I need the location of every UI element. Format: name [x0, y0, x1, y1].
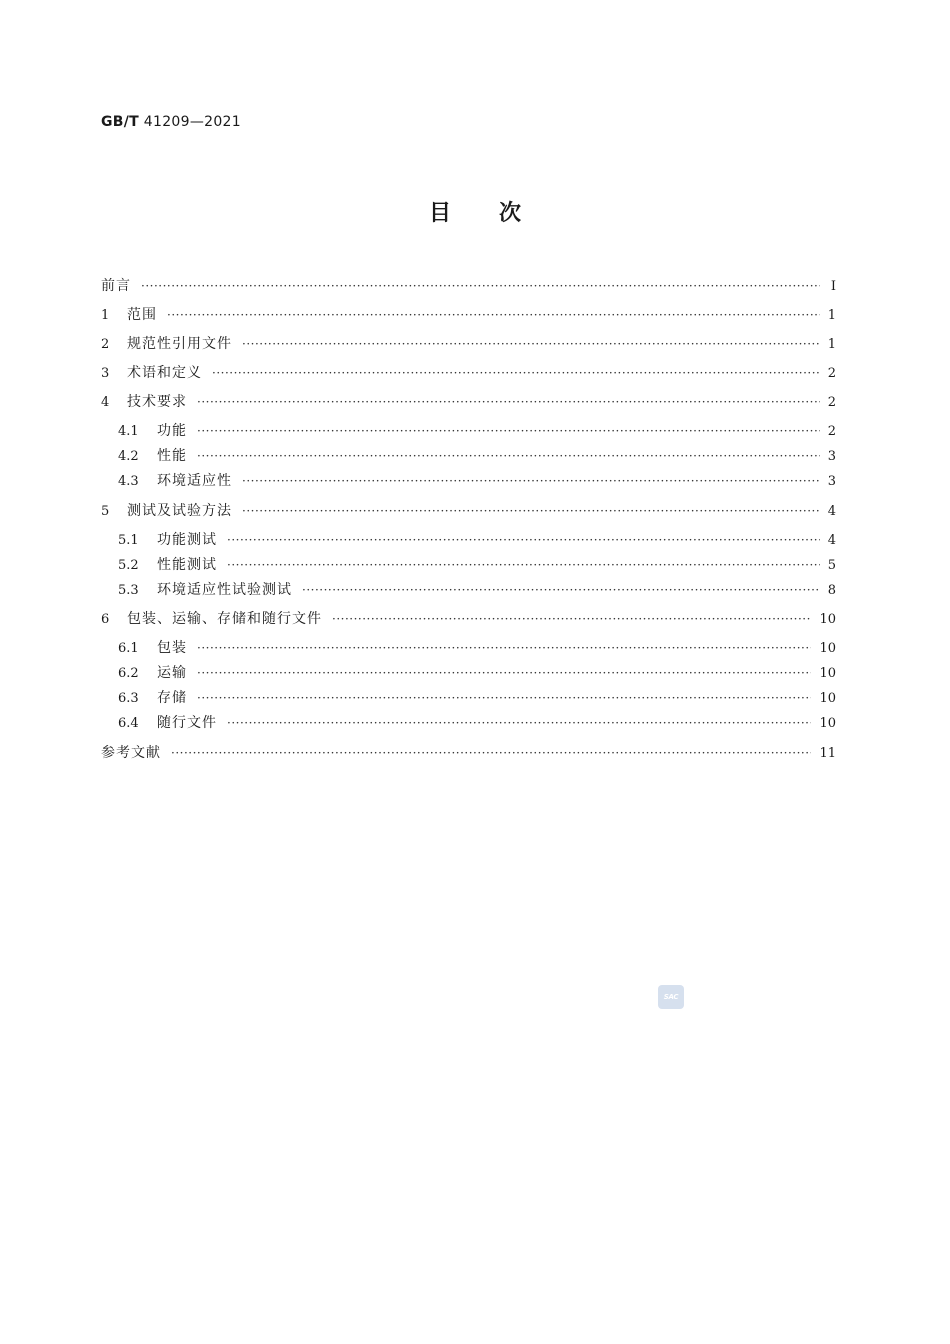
- toc-entry-3[interactable]: [101, 362, 836, 382]
- document-code-prefix: GB/T: [101, 114, 140, 130]
- toc-leader-dots: [227, 533, 820, 547]
- toc-leader-dots: [197, 666, 811, 680]
- toc-entry-title: 技术要求: [127, 394, 187, 410]
- toc-entry-number: 3: [101, 366, 110, 381]
- toc-entry-title: 性能: [157, 448, 187, 464]
- toc-entry-title: 范围: [127, 307, 157, 323]
- toc-entry-5-1[interactable]: [118, 529, 836, 549]
- toc-entry-title: 功能: [157, 423, 187, 439]
- toc-entry-number: 4: [101, 395, 110, 410]
- toc-entry-page: 10: [819, 716, 836, 731]
- toc-entry-page: 3: [827, 474, 836, 489]
- toc-entry-1[interactable]: [101, 304, 836, 324]
- toc-leader-dots: [171, 746, 811, 760]
- toc-leader-dots: [242, 504, 820, 518]
- toc-entry-title: 包装、运输、存储和随行文件: [127, 611, 322, 627]
- toc-entry-title: 性能测试: [157, 557, 217, 573]
- toc-entry-page: 10: [819, 612, 836, 627]
- toc-entry-title: 参考文献: [101, 745, 161, 761]
- toc-entry-number: 2: [101, 337, 110, 352]
- toc-entry-page: 11: [819, 746, 836, 761]
- toc-leader-dots: [227, 716, 811, 730]
- toc-entry-4[interactable]: [101, 391, 836, 411]
- toc-entry-title: 术语和定义: [127, 365, 202, 381]
- sac-watermark-logo: SAC: [658, 985, 684, 1009]
- toc-entry-number: 4.1: [118, 424, 139, 439]
- toc-entry-number: 6.2: [118, 666, 139, 681]
- toc-entry-page: 8: [827, 583, 836, 598]
- toc-entry-page: 4: [827, 533, 836, 548]
- toc-entry-page: 10: [819, 641, 836, 656]
- toc-entry-number: 5.3: [118, 583, 139, 598]
- toc-entry-number: 6.3: [118, 691, 139, 706]
- toc-entry-page: 10: [819, 691, 836, 706]
- toc-entry-title: 环境适应性: [157, 473, 232, 489]
- toc-entry-5-3[interactable]: [118, 579, 836, 599]
- toc-entry-5-2[interactable]: [118, 554, 836, 574]
- toc-entry-page: 2: [827, 395, 836, 410]
- toc-entry-page: 10: [819, 666, 836, 681]
- toc-leader-dots: [242, 337, 820, 351]
- toc-leader-dots: [167, 308, 820, 322]
- toc-leader-dots: [302, 583, 820, 597]
- toc-leader-dots: [197, 641, 811, 655]
- toc-leader-dots: [141, 279, 820, 293]
- toc-entry-title: 测试及试验方法: [127, 503, 232, 519]
- toc-entry-number: 6: [101, 612, 110, 627]
- document-code: [101, 114, 241, 130]
- toc-entry-number: 5.1: [118, 533, 139, 548]
- toc-entry-title: 前言: [101, 278, 131, 294]
- toc-entry-number: 5: [101, 504, 110, 519]
- toc-entry-page: Ⅰ: [830, 279, 836, 294]
- toc-title: 目次: [428, 201, 569, 226]
- toc-leader-dots: [212, 366, 820, 380]
- toc-entry-foreword[interactable]: [101, 275, 836, 295]
- toc-entry-page: 2: [827, 366, 836, 381]
- toc-leader-dots: [227, 558, 820, 572]
- toc-entry-page: 1: [827, 337, 836, 352]
- toc-entry-4-3[interactable]: [118, 470, 836, 490]
- toc-entry-title: 环境适应性试验测试: [157, 582, 292, 598]
- toc-entry-5[interactable]: [101, 500, 836, 520]
- toc-entry-title: 包装: [157, 640, 187, 656]
- toc-entry-title: 存储: [157, 690, 187, 706]
- toc-entry-page: 3: [827, 449, 836, 464]
- toc-entry-number: 6.4: [118, 716, 139, 731]
- toc-leader-dots: [197, 395, 820, 409]
- toc-entry-number: 1: [101, 308, 110, 323]
- toc-entry-2[interactable]: [101, 333, 836, 353]
- toc-entry-page: 4: [827, 504, 836, 519]
- toc-entry-6-4[interactable]: [118, 712, 836, 732]
- toc-entry-4-1[interactable]: [118, 420, 836, 440]
- toc-entry-number: 4.3: [118, 474, 139, 489]
- toc-entry-title: 规范性引用文件: [127, 336, 232, 352]
- toc-leader-dots: [197, 449, 820, 463]
- toc-entry-6-2[interactable]: [118, 662, 836, 682]
- toc-entry-title: 功能测试: [157, 532, 217, 548]
- toc-entry-title: 随行文件: [157, 715, 217, 731]
- toc-entry-page: 2: [827, 424, 836, 439]
- toc-entry-6[interactable]: [101, 608, 836, 628]
- toc-entry-6-1[interactable]: [118, 637, 836, 657]
- toc-leader-dots: [197, 424, 820, 438]
- document-code-number: 41209—2021: [143, 114, 241, 130]
- toc-entry-title: 运输: [157, 665, 187, 681]
- toc-entry-number: 6.1: [118, 641, 139, 656]
- toc-leader-dots: [242, 474, 820, 488]
- toc-entry-number: 4.2: [118, 449, 139, 464]
- toc-entry-6-3[interactable]: [118, 687, 836, 707]
- toc-leader-dots: [197, 691, 811, 705]
- toc-entry-bibliography[interactable]: [101, 742, 836, 762]
- toc-entry-page: 5: [827, 558, 836, 573]
- toc-entry-number: 5.2: [118, 558, 139, 573]
- toc-leader-dots: [332, 612, 811, 626]
- toc-entry-page: 1: [827, 308, 836, 323]
- toc-entry-4-2[interactable]: [118, 445, 836, 465]
